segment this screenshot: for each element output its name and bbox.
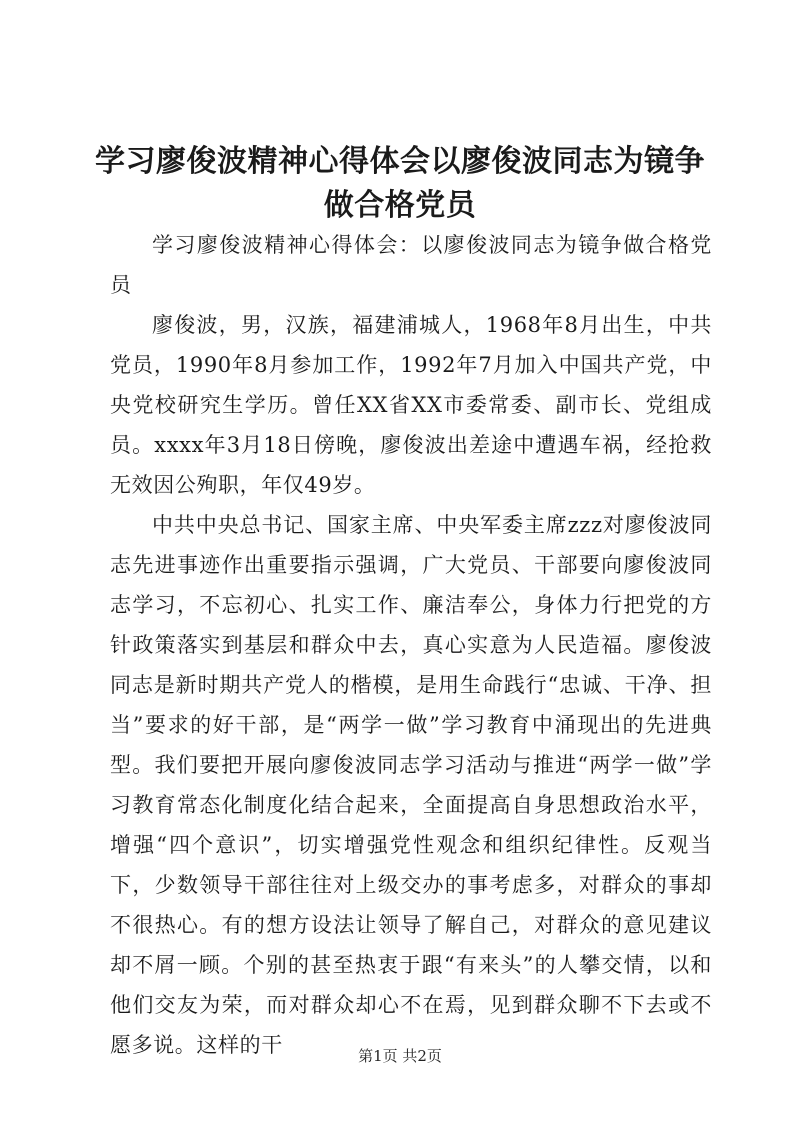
paragraph: 中共中央总书记、国家主席、中央军委主席zzz对廖俊波同志先进事迹作出重要指示强调，广大党员、干部要向廖俊波同志学习，不忘初心、扎实工作、廉洁奉公，身体力行把党的方针政策落实到基层和群众中去，真心实意为人民造福。廖俊波同志是新时期共产党人的楷模，是用生命践行“忠诚、干净、担当”要求的好干部，是“两学一做”学习教育中涌现出的先进典型。我们要把开展向廖俊波同志学习活动与推进“两学一做”学习教育常态化制度化结合起来，全面提高自身思想政治水平，增强“四个意识”，切实增强党性观念和组织纪律性。反观当下，少数领导干部往往对上级交办的事考虑多，对群众的事却不很热心。有的想方设法让领导了解自己，对群众的意见建议却不屑一顾。个别的甚至热衷于跟“有来头”的人攀交情，以和他们交友为荣，而对群众却心不在焉，见到群众聊不下去或不愿多说。这样的干 xyxy=(110,513,712,1057)
paragraph: 廖俊波，男，汉族，福建浦城人，1968年8月出生，中共党员，1990年8月参加工作，1992年7月加入中国共产党，中央党校研究生学历。曾任XX省XX市委常委、副市长、党组成员。xxxx年3月18日傍晚，廖俊波出差途中遭遇车祸，经抢救无效因公殉职，年仅49岁。 xyxy=(110,313,712,497)
page-footer: 第1页 共2页 xyxy=(358,1047,442,1065)
paragraph: 学习廖俊波精神心得体会：以廖俊波同志为镜争做合格党员 xyxy=(110,233,712,297)
document-title: 学习廖俊波精神心得体会以廖俊波同志为镜争做合格党员 xyxy=(95,144,705,223)
document-body xyxy=(110,225,712,1065)
